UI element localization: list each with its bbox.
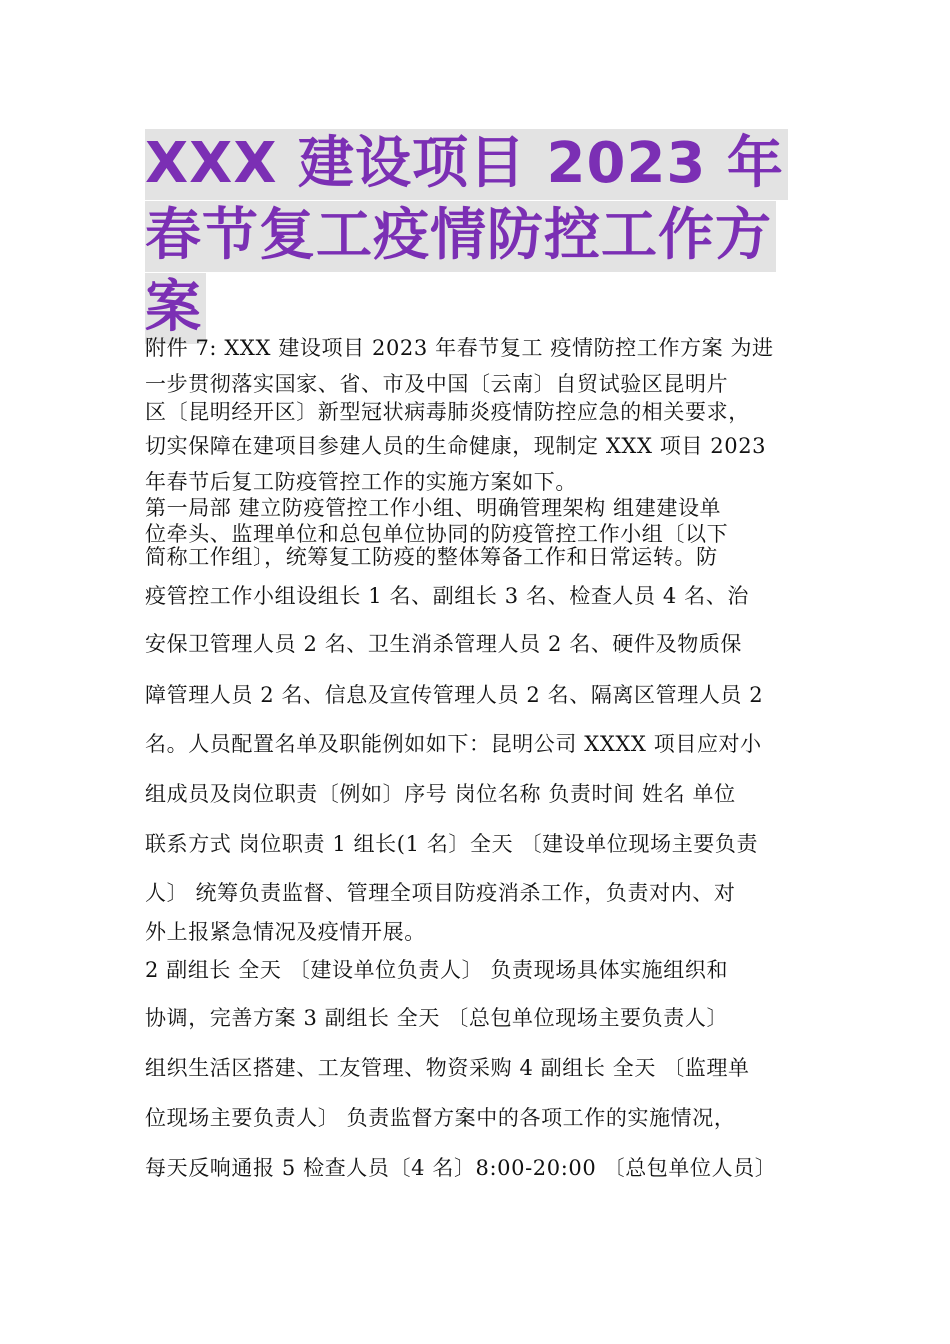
body-line: 人〕 统筹负责监督、管理全项目防疫消杀工作，负责对内、对 xyxy=(145,881,736,905)
body-line: 位牵头、监理单位和总包单位协同的防疫管控工作小组〔以下 xyxy=(145,522,729,546)
body-line: 外上报紧急情况及疫情开展。 xyxy=(145,920,426,944)
body-line: 第一局部 建立防疫管控工作小组、明确管理架构 组建建设单 xyxy=(145,496,722,520)
body-line: 年春节后复工防疫管控工作的实施方案如下。 xyxy=(145,470,577,494)
body-line: 位现场主要负责人〕 负责监督方案中的各项工作的实施情况， xyxy=(145,1106,736,1130)
body-line: 组织生活区搭建、工友管理、物资采购 4 副组长 全天 〔监理单 xyxy=(145,1056,750,1080)
body-line: 切实保障在建项目参建人员的生命健康，现制定 XXX 项目 2023 xyxy=(145,434,767,458)
body-line: 一步贯彻落实国家、省、市及中国〔云南〕自贸试验区昆明片 xyxy=(145,372,729,396)
body-line: 疫管控工作小组设组长 1 名、副组长 3 名、检查人员 4 名、治 xyxy=(145,584,749,608)
body-line: 简称工作组〕，统筹复工防疫的整体筹备工作和日常运转。防 xyxy=(145,545,718,569)
body-line: 联系方式 岗位职责 1 组长(1 名〕全天 〔建设单位现场主要负责 xyxy=(145,832,759,856)
body-line: 安保卫管理人员 2 名、卫生消杀管理人员 2 名、硬件及物质保 xyxy=(145,632,743,656)
body-line: 名。人员配置名单及职能例如如下：昆明公司 XXXX 项目应对小 xyxy=(145,732,762,756)
body-line: 协调，完善方案 3 副组长 全天 〔总包单位现场主要负责人〕 xyxy=(145,1006,729,1030)
body-line: 障管理人员 2 名、信息及宣传管理人员 2 名、隔离区管理人员 2 xyxy=(145,683,764,707)
document-title xyxy=(145,128,825,344)
body-line: 附件 7: XXX 建设项目 2023 年春节复工 疫情防控工作方案 为进 xyxy=(145,336,774,360)
document-title-text: XXX 建设项目 2023 年春节复工疫情防控工作方案 xyxy=(145,129,788,344)
body-line: 区〔昆明经开区〕新型冠状病毒肺炎疫情防控应急的相关要求， xyxy=(145,400,750,424)
body-line: 2 副组长 全天 〔建设单位负责人〕 负责现场具体实施组织和 xyxy=(145,958,729,982)
body-line: 组成员及岗位职责〔例如〕序号 岗位名称 负责时间 姓名 单位 xyxy=(145,782,736,806)
body-line: 每天反响通报 5 检查人员〔4 名〕8:00-20:00 〔总包单位人员〕 xyxy=(145,1156,777,1180)
